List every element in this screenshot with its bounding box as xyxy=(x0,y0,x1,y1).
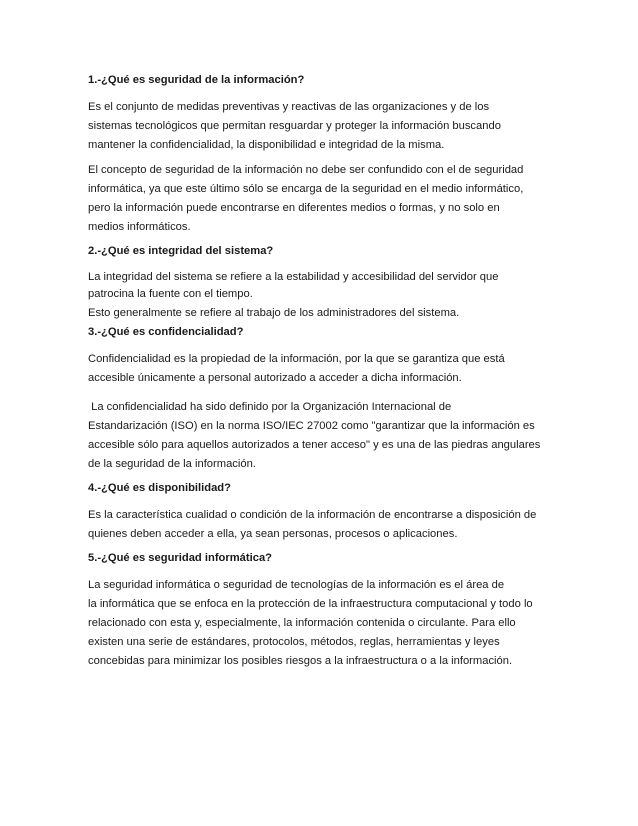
section-4 xyxy=(88,480,558,544)
text-line: la informática que se enfoca en la protección de la infraestructura computacional y todo lo xyxy=(88,598,533,610)
section-heading: 2.-¿Qué es integridad del sistema? xyxy=(88,245,274,257)
text-line: La integridad del sistema se refiere a la estabilidad y accesibilidad del servidor que xyxy=(88,271,499,283)
paragraph xyxy=(88,350,558,388)
document-body xyxy=(88,72,558,671)
section-5 xyxy=(88,550,558,671)
text-line: quienes deben acceder a ella, ya sean personas, procesos o aplicaciones. xyxy=(88,528,458,540)
text-line: relacionado con esta y, especialmente, la información contenida o circulante. Para ello xyxy=(88,617,516,629)
text-line: Estandarización (ISO) en la norma ISO/IEC 27002 como "garantizar que la información es xyxy=(88,420,535,432)
text-line: mantener la confidencialidad, la disponibilidad e integridad de la misma. xyxy=(88,139,445,151)
section-3 xyxy=(88,324,558,474)
section-heading: 1.-¿Qué es seguridad de la información? xyxy=(88,74,305,86)
paragraph xyxy=(88,304,558,323)
text-line: Esto generalmente se refiere al trabajo de los administradores del sistema. xyxy=(88,307,460,319)
paragraph xyxy=(88,98,558,155)
text-line: existen una serie de estándares, protocolos, métodos, reglas, herramientas y leyes xyxy=(88,636,500,648)
text-line: Es el conjunto de medidas preventivas y reactivas de las organizaciones y de los xyxy=(88,101,490,113)
paragraph xyxy=(88,576,558,671)
paragraph xyxy=(88,161,558,237)
text-line: medios informáticos. xyxy=(88,221,191,233)
text-line: La seguridad informática o seguridad de tecnologías de la información es el área de xyxy=(88,579,505,591)
paragraph xyxy=(88,269,558,303)
text-line: pero la información puede encontrarse en diferentes medios o formas, y no solo en xyxy=(88,202,500,214)
text-line: concebidas para minimizar los posibles riesgos a la infraestructura o a la información. xyxy=(88,655,513,667)
text-line: informática, ya que este último sólo se encarga de la seguridad en el medio informático, xyxy=(88,183,524,195)
text-line: de la seguridad de la información. xyxy=(88,458,256,470)
text-line: accesible únicamente a personal autorizado a acceder a dicha información. xyxy=(88,372,462,384)
text-line: Es la característica cualidad o condición de la información de encontrarse a disposición de xyxy=(88,509,537,521)
text-line: El concepto de seguridad de la información no debe ser confundido con el de seguridad xyxy=(88,164,524,176)
text-line: patrocina la fuente con el tiempo. xyxy=(88,288,253,300)
section-heading: 3.-¿Qué es confidencialidad? xyxy=(88,326,244,338)
text-line: La confidencialidad ha sido definido por la Organización Internacional de xyxy=(88,401,452,413)
text-line: Confidencialidad es la propiedad de la información, por la que se garantiza que está xyxy=(88,353,505,365)
section-heading: 4.-¿Qué es disponibilidad? xyxy=(88,482,231,494)
section-1 xyxy=(88,72,558,237)
paragraph xyxy=(88,398,558,474)
paragraph xyxy=(88,506,558,544)
text-line: accesible sólo para aquellos autorizados a tener acceso" y es una de las piedras angulares xyxy=(88,439,541,451)
section-heading: 5.-¿Qué es seguridad informática? xyxy=(88,552,273,564)
section-2 xyxy=(88,243,558,323)
text-line: sistemas tecnológicos que permitan resguardar y proteger la información buscando xyxy=(88,120,501,132)
